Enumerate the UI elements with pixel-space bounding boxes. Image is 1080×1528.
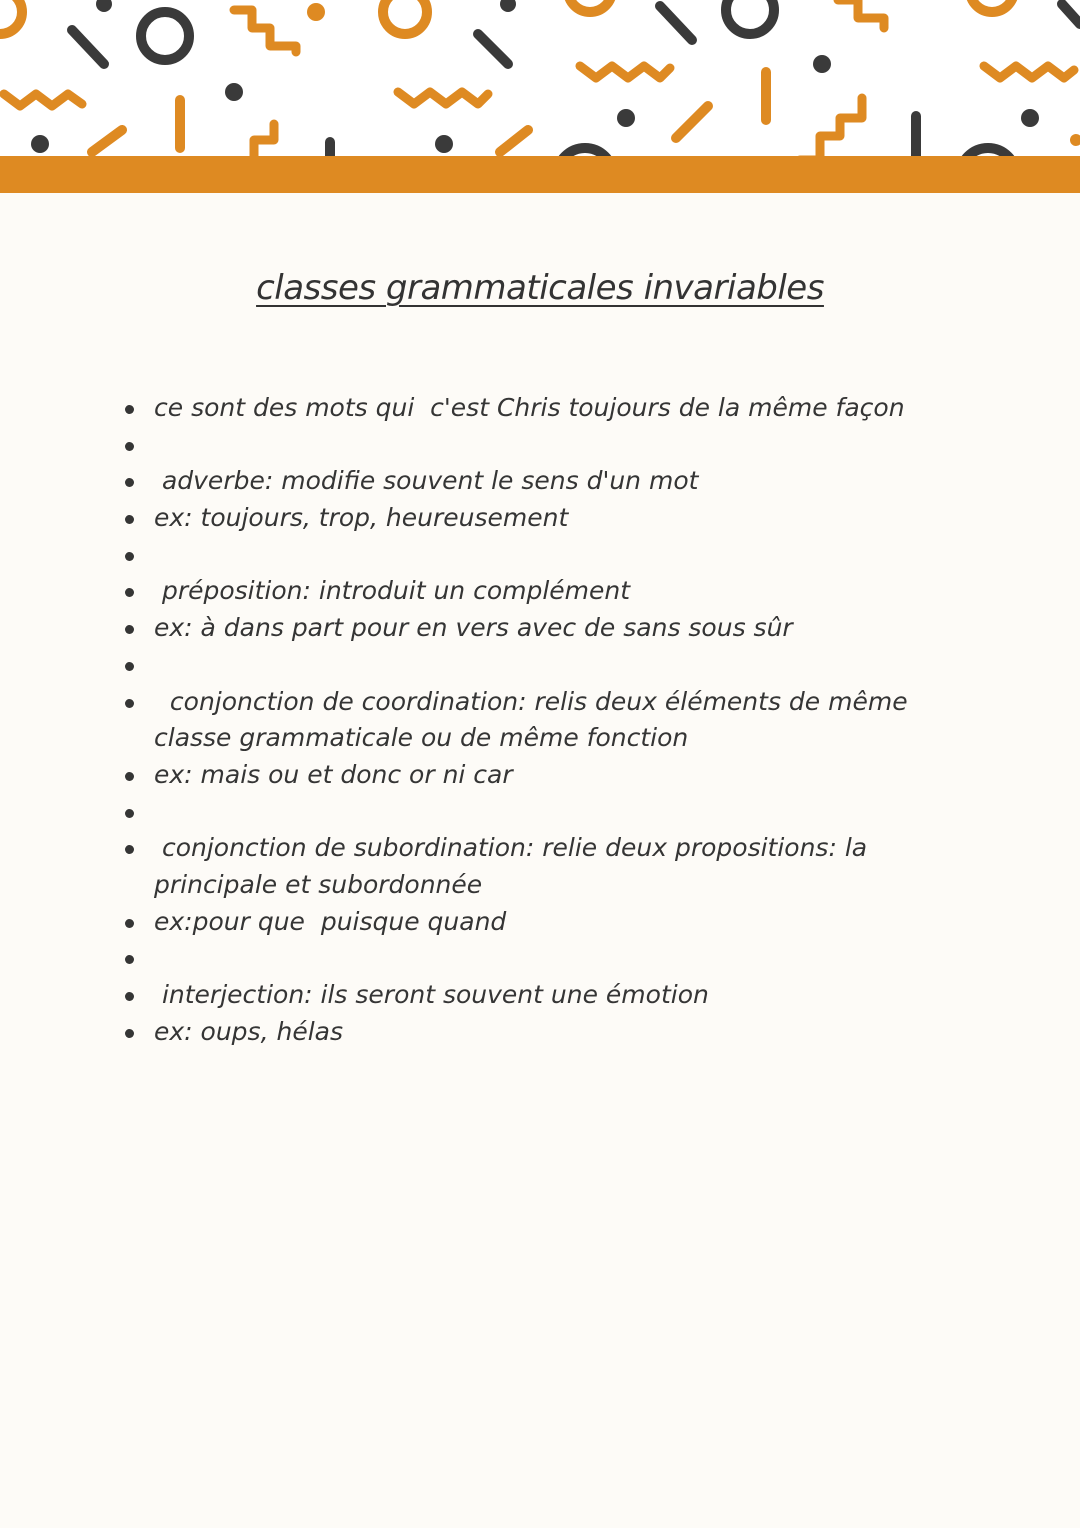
list-item (154, 647, 984, 684)
list-item: ex: oups, hélas (154, 1014, 984, 1051)
list-item: ex:pour que puisque quand (154, 904, 984, 941)
list-item: ex: toujours, trop, heureusement (154, 500, 984, 537)
list-item: ce sont des mots qui c'est Chris toujours de la même façon (154, 390, 984, 427)
orange-header-band (0, 156, 1080, 193)
list-item: conjonction de coordination: relis deux éléments de même classe grammaticale ou de même fonction (154, 684, 984, 757)
list-item (154, 940, 984, 977)
list-item (154, 427, 984, 464)
list-item: ex: mais ou et donc or ni car (154, 757, 984, 794)
list-item (154, 537, 984, 574)
memphis-pattern-icon (0, 0, 1080, 156)
list-item (154, 794, 984, 831)
decorative-header-pattern (0, 0, 1080, 156)
list-item: adverbe: modifie souvent le sens d'un mot (154, 463, 984, 500)
list-item: conjonction de subordination: relie deux propositions: la principale et subordonnée (154, 830, 984, 903)
page-title: classes grammaticales invariables (256, 268, 824, 308)
list-item: interjection: ils seront souvent une émotion (154, 977, 984, 1014)
notes-list (154, 390, 984, 1051)
list-item: ex: à dans part pour en vers avec de sans sous sûr (154, 610, 984, 647)
list-item: préposition: introduit un complément (154, 573, 984, 610)
